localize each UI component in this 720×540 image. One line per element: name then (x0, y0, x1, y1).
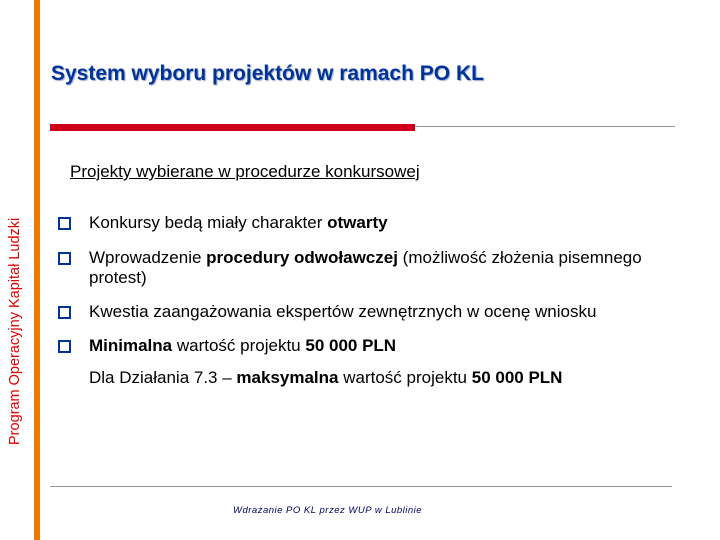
title-divider-line (415, 126, 675, 127)
sidebar-stripe (34, 0, 40, 540)
checkbox-bullet-icon (58, 217, 71, 230)
subheading: Projekty wybierane w procedurze konkursowej (70, 162, 420, 181)
sub-note-dzialanie-7-3: Dla Działania 7.3 – maksymalna wartość projektu 50 000 PLN (89, 368, 563, 387)
footer-text: Wdrażanie PO KL przez WUP w Lublinie (233, 505, 423, 516)
title-accent-bar (50, 124, 415, 131)
bullet-item-otwarty (58, 213, 698, 233)
bullet-item-eksperci (58, 302, 698, 322)
sidebar (0, 0, 40, 540)
bullet-item-odwolawcza (58, 248, 698, 288)
bullet-text: Konkursy bedą miały charakter otwarty (89, 213, 388, 232)
bullet-list (58, 213, 698, 388)
bullet-text: Minimalna wartość projektu 50 000 PLN (89, 336, 397, 355)
sidebar-label: Program Operacyjny Kapitał Ludzki (7, 217, 23, 445)
footer-divider-line (50, 486, 672, 487)
bullet-text: Kwestia zaangażowania ekspertów zewnętrznych w ocenę wniosku (89, 302, 597, 321)
checkbox-bullet-icon (58, 252, 71, 265)
bullet-text: Wprowadzenie procedury odwoławczej (możliwość złożenia pisemnego protest) (89, 248, 642, 287)
bullet-item-minimalna (58, 336, 698, 356)
slide-title: System wyboru projektów w ramach PO KL (51, 62, 484, 85)
checkbox-bullet-icon (58, 306, 71, 319)
checkbox-bullet-icon (58, 340, 71, 353)
